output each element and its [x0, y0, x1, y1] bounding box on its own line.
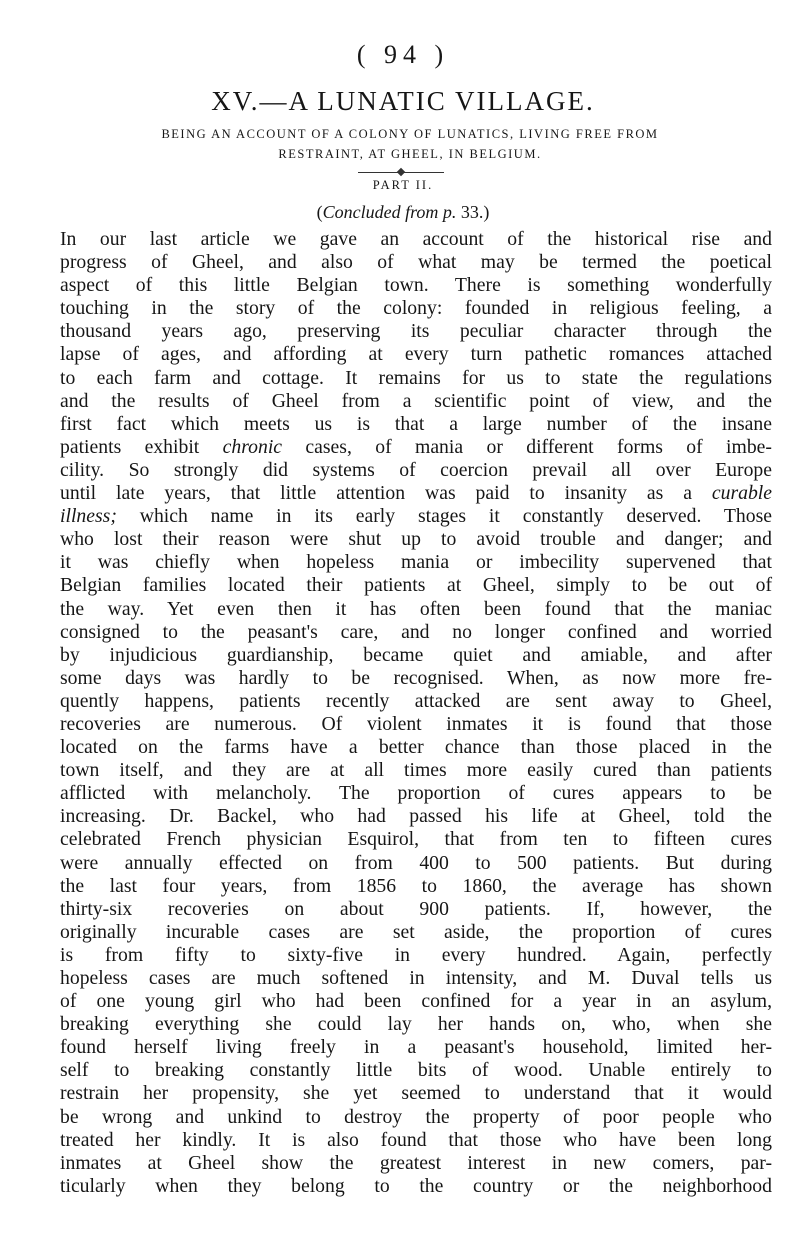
body-line: lapse of ages, and affording at every turn pathetic romances attached	[60, 343, 772, 366]
body-line: ticularly when they belong to the country or the neighborhood	[60, 1174, 772, 1197]
body-line: the way. Yet even then it has often been found that the maniac	[60, 597, 772, 620]
body-line: first fact which meets us is that a large number of the insane	[60, 412, 772, 435]
body-line: inmates at Gheel show the greatest interest in new comers, par-	[60, 1151, 772, 1174]
body-line: the last four years, from 1856 to 1860, the average has shown	[60, 874, 772, 897]
body-line: were annually effected on from 400 to 500 patients. But during	[60, 851, 772, 874]
body-line: consigned to the peasant's care, and no longer confined and worried	[60, 620, 772, 643]
subtitle-line: BEING AN ACCOUNT OF A COLONY OF LUNATICS, LIVING FREE FROM	[161, 127, 659, 141]
body-line: cility. So strongly did systems of coercion prevail all over Europe	[60, 458, 772, 481]
body-line: found herself living freely in a peasant's household, limited her-	[60, 1036, 772, 1059]
body-line: hopeless cases are much softened in intensity, and M. Duval tells us	[60, 967, 772, 989]
article-body	[60, 228, 772, 1198]
body-line: breaking everything she could lay her hands on, who, when she	[60, 1013, 772, 1036]
body-line: be wrong and unkind to destroy the property of poor people who	[60, 1105, 772, 1128]
body-line: who lost their reason were shut up to avoid trouble and danger; and	[60, 528, 772, 551]
body-line: to each farm and cottage. It remains for us to state the regulations	[60, 366, 772, 389]
body-line: celebrated French physician Esquirol, that from ten to fifteen cures	[60, 828, 772, 851]
page-number: ( 94 )	[356, 40, 450, 69]
body-line: thirty-six recoveries on about 900 patients. If, however, the	[60, 897, 772, 920]
body-line: illness; which name in its early stages it constantly deserved. Those	[60, 505, 772, 528]
body-line: afflicted with melancholy. The proportion of cures appears to be	[60, 782, 772, 805]
divider-ornament-icon	[397, 168, 405, 176]
body-line: progress of Gheel, and also of what may be termed the poetical	[60, 251, 772, 274]
body-line: and the results of Gheel from a scientific point of view, and the	[60, 389, 772, 412]
body-line: treated her kindly. It is also found that those who have been long	[60, 1128, 772, 1151]
body-line: aspect of this little Belgian town. There is something wonderfully	[60, 274, 772, 297]
body-line: originally incurable cases are set aside, the proportion of cures	[60, 920, 772, 943]
body-line: In our last article we gave an account of the historical rise and	[60, 228, 772, 250]
part-label: PART II.	[372, 178, 434, 192]
body-line: it was chiefly when hopeless mania or imbecility supervened that	[60, 551, 772, 574]
body-line: self to breaking constantly little bits of wood. Unable entirely to	[60, 1059, 772, 1082]
body-line: town itself, and they are at all times more easily cured than patients	[60, 759, 772, 782]
body-line: thousand years ago, preserving its peculiar character through the	[60, 320, 772, 343]
continuation-note: (Concluded from p. 33.)	[316, 202, 490, 222]
body-line: restrain her propensity, she yet seemed to understand that it would	[60, 1082, 772, 1105]
subtitle-line: RESTRAINT, AT GHEEL, IN BELGIUM.	[278, 147, 542, 161]
body-line: by injudicious guardianship, became quiet and amiable, and after	[60, 643, 772, 666]
article-title: XV.—A LUNATIC VILLAGE.	[211, 86, 595, 116]
body-line: patients exhibit chronic cases, of mania or different forms of imbe-	[60, 435, 772, 458]
body-line: some days was hardly to be recognised. When, as now more fre-	[60, 666, 772, 689]
article-subtitle	[40, 124, 780, 164]
body-line: of one young girl who had been confined for a year in an asylum,	[60, 990, 772, 1013]
body-line: located on the farms have a better chance than those placed in the	[60, 736, 772, 759]
body-line: recoveries are numerous. Of violent inmates it is found that those	[60, 712, 772, 735]
body-line: is from fifty to sixty-five in every hundred. Again, perfectly	[60, 943, 772, 966]
body-line: Belgian families located their patients at Gheel, simply to be out of	[60, 574, 772, 597]
body-line: quently happens, patients recently attacked are sent away to Gheel,	[60, 689, 772, 712]
body-line: increasing. Dr. Backel, who had passed his life at Gheel, told the	[60, 805, 772, 828]
body-line: until late years, that little attention was paid to insanity as a curable	[60, 482, 772, 505]
body-line: touching in the story of the colony: founded in religious feeling, a	[60, 297, 772, 320]
